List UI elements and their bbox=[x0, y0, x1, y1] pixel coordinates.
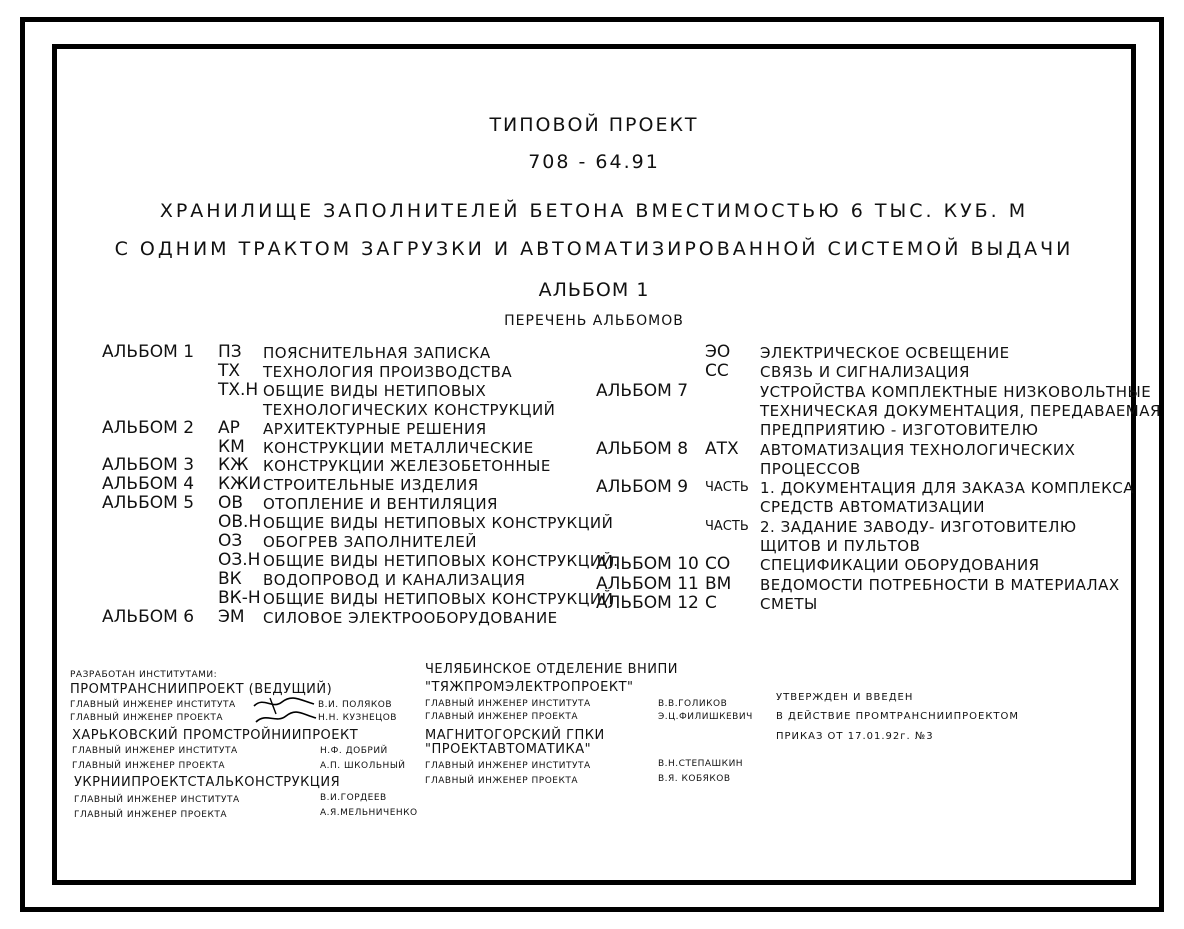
role-label: ГЛАВНЫЙ ИНЖЕНЕР ИНСТИТУТА bbox=[74, 795, 240, 805]
section-code: ВК-Н bbox=[218, 587, 261, 608]
project-title-line2: С ОДНИМ ТРАКТОМ ЗАГРУЗКИ И АВТОМАТИЗИРОВАННОЙ СИСТЕМОЙ ВЫДАЧИ bbox=[114, 238, 1074, 260]
section-title: 1. ДОКУМЕНТАЦИЯ ДЛЯ ЗАКАЗА КОМПЛЕКСА bbox=[760, 479, 1135, 498]
section-code: КЖ bbox=[218, 455, 249, 476]
role-label: ГЛАВНЫЙ ИНЖЕНЕР ПРОЕКТА bbox=[74, 810, 228, 820]
section-code: ОЗ.Н bbox=[218, 549, 261, 570]
role-label: ГЛАВНЫЙ ИНЖЕНЕР ИНСТИТУТА bbox=[70, 700, 236, 710]
section-title: ПРОЦЕССОВ bbox=[760, 459, 861, 478]
album-label: АЛЬБОМ 7 bbox=[596, 380, 689, 401]
person-name: А.П. ШКОЛЬНЫЙ bbox=[320, 761, 406, 771]
section-title: КОНСТРУКЦИИ МЕТАЛЛИЧЕСКИЕ bbox=[263, 438, 534, 457]
section-title: АВТОМАТИЗАЦИЯ ТЕХНОЛОГИЧЕСКИХ bbox=[760, 440, 1076, 459]
approval-line2: В ДЕЙСТВИЕ ПРОМТРАНСНИИПРОЕКТОМ bbox=[776, 711, 1020, 722]
section-code: КЖИ bbox=[218, 474, 262, 495]
person-name: Н.Ф. ДОБРИЙ bbox=[320, 746, 388, 756]
project-title-line1: ХРАНИЛИЩЕ ЗАПОЛНИТЕЛЕЙ БЕТОНА ВМЕСТИМОСТЬЮ 6 ТЫС. КУБ. М bbox=[159, 200, 1029, 222]
signature-mark bbox=[250, 694, 320, 728]
section-code: ТХ.Н bbox=[218, 379, 259, 400]
album-label: АЛЬБОМ 10 bbox=[596, 554, 699, 575]
section-title: 2. ЗАДАНИЕ ЗАВОДУ- ИЗГОТОВИТЕЛЮ bbox=[760, 517, 1077, 536]
org-ukrnii: УКРНИИПРОЕКТСТАЛЬКОНСТРУКЦИЯ bbox=[74, 775, 341, 790]
section-code: СО bbox=[705, 554, 731, 575]
section-title: ЭЛЕКТРИЧЕСКОЕ ОСВЕЩЕНИЕ bbox=[760, 344, 1010, 362]
person-name: Н.Н. КУЗНЕЦОВ bbox=[318, 713, 397, 723]
section-title: ПОЯСНИТЕЛЬНАЯ ЗАПИСКА bbox=[263, 344, 491, 362]
section-title: СПЕЦИФИКАЦИИ ОБОРУДОВАНИЯ bbox=[760, 556, 1040, 575]
section-code: ОЗ bbox=[218, 531, 243, 551]
album-list-heading: ПЕРЕЧЕНЬ АЛЬБОМОВ bbox=[504, 313, 684, 329]
person-name: А.Я.МЕЛЬНИЧЕНКО bbox=[320, 808, 418, 818]
section-code: СС bbox=[705, 361, 729, 382]
section-code: ОВ bbox=[218, 493, 244, 514]
section-code: ВК bbox=[218, 568, 242, 589]
section-title: ОБЩИЕ ВИДЫ НЕТИПОВЫХ КОНСТРУКЦИЙ bbox=[263, 589, 614, 608]
section-title: УСТРОЙСТВА КОМПЛЕКТНЫЕ НИЗКОВОЛЬТНЫЕ bbox=[760, 382, 1152, 401]
role-label: ГЛАВНЫЙ ИНЖЕНЕР ПРОЕКТА bbox=[70, 713, 224, 723]
section-title: СИЛОВОЕ ЭЛЕКТРООБОРУДОВАНИЕ bbox=[263, 608, 558, 627]
role-label: ГЛАВНЫЙ ИНЖЕНЕР ПРОЕКТА bbox=[425, 712, 579, 722]
org-kharkov: ХАРЬКОВСКИЙ ПРОМСТРОЙНИИПРОЕКТ bbox=[72, 728, 359, 743]
album-label: АЛЬБОМ 5 bbox=[102, 493, 195, 514]
section-code: ПЗ bbox=[218, 342, 242, 362]
role-label: ГЛАВНЫЙ ИНЖЕНЕР ИНСТИТУТА bbox=[72, 746, 238, 756]
album-label: АЛЬБОМ 8 bbox=[596, 438, 689, 459]
album-label: АЛЬБОМ 12 bbox=[596, 592, 699, 613]
album-label: АЛЬБОМ 1 bbox=[102, 342, 195, 362]
role-label: ГЛАВНЫЙ ИНЖЕНЕР ИНСТИТУТА bbox=[425, 699, 591, 709]
section-title: АРХИТЕКТУРНЫЕ РЕШЕНИЯ bbox=[263, 419, 487, 438]
section-title: ОБОГРЕВ ЗАПОЛНИТЕЛЕЙ bbox=[263, 533, 477, 551]
album-label: АЛЬБОМ 4 bbox=[102, 474, 195, 495]
section-code: КМ bbox=[218, 436, 245, 457]
album-label: АЛЬБОМ 6 bbox=[102, 606, 195, 627]
section-code: АР bbox=[218, 417, 240, 438]
section-title: ТЕХНИЧЕСКАЯ ДОКУМЕНТАЦИЯ, ПЕРЕДАВАЕМАЯ bbox=[760, 401, 1161, 420]
person-name: В.И. ПОЛЯКОВ bbox=[318, 700, 393, 710]
section-title: ОТОПЛЕНИЕ И ВЕНТИЛЯЦИЯ bbox=[263, 495, 498, 514]
person-name: В.Я. КОБЯКОВ bbox=[658, 774, 731, 784]
org-magnitogorsk: МАГНИТОГОРСКИЙ ГПКИ bbox=[425, 728, 605, 743]
org-tyazhprom: "ТЯЖПРОМЭЛЕКТРОПРОЕКТ" bbox=[425, 680, 634, 695]
person-name: Э.Ц.ФИЛИШКЕВИЧ bbox=[658, 712, 753, 722]
album-label: АЛЬБОМ 11 bbox=[596, 573, 699, 594]
section-title: ВОДОПРОВОД И КАНАЛИЗАЦИЯ bbox=[263, 570, 526, 589]
section-code: ОВ.Н bbox=[218, 512, 262, 533]
section-title: ОБЩИЕ ВИДЫ НЕТИПОВЫХ КОНСТРУКЦИЙ. bbox=[263, 551, 619, 570]
role-label: ГЛАВНЫЙ ИНЖЕНЕР ПРОЕКТА bbox=[72, 761, 226, 771]
section-code: ЧАСТЬ bbox=[705, 518, 749, 534]
section-title: ТЕХНОЛОГИЯ ПРОИЗВОДСТВА bbox=[263, 362, 513, 381]
section-title: ОБЩИЕ ВИДЫ НЕТИПОВЫХ bbox=[263, 381, 487, 400]
section-code: ВМ bbox=[705, 573, 732, 594]
project-type: ТИПОВОЙ ПРОЕКТ bbox=[489, 114, 699, 136]
section-title: ВЕДОМОСТИ ПОТРЕБНОСТИ В МАТЕРИАЛАХ bbox=[760, 575, 1120, 594]
developed-label: РАЗРАБОТАН ИНСТИТУТАМИ: bbox=[70, 670, 218, 680]
section-title: СМЕТЫ bbox=[760, 594, 818, 613]
approval-line1: УТВЕРЖДЕН И ВВЕДЕН bbox=[776, 692, 914, 703]
section-code: АТХ bbox=[705, 438, 739, 459]
album-label: АЛЬБОМ 2 bbox=[102, 417, 195, 438]
section-title: ЩИТОВ И ПУЛЬТОВ bbox=[760, 537, 921, 555]
section-code: ЭМ bbox=[218, 606, 245, 627]
section-title: ОБЩИЕ ВИДЫ НЕТИПОВЫХ КОНСТРУКЦИЙ bbox=[263, 514, 614, 533]
org-proektavtomatika: "ПРОЕКТАВТОМАТИКА" bbox=[425, 742, 592, 757]
section-title: ПРЕДПРИЯТИЮ - ИЗГОТОВИТЕЛЮ bbox=[760, 421, 1039, 440]
person-name: В.В.ГОЛИКОВ bbox=[658, 699, 728, 709]
album-label: АЛЬБОМ 9 bbox=[596, 477, 689, 498]
section-code: ЭО bbox=[705, 342, 731, 362]
section-code: С bbox=[705, 592, 717, 613]
person-name: В.Н.СТЕПАШКИН bbox=[658, 759, 744, 769]
section-title: ТЕХНОЛОГИЧЕСКИХ КОНСТРУКЦИЙ bbox=[263, 400, 556, 419]
org-promtrans: ПРОМТРАНСНИИПРОЕКТ (ВЕДУЩИЙ) bbox=[70, 682, 333, 697]
project-number: 708 - 64.91 bbox=[528, 151, 660, 173]
album-label: АЛЬБОМ 3 bbox=[102, 455, 195, 476]
org-chelyabinsk: ЧЕЛЯБИНСКОЕ ОТДЕЛЕНИЕ ВНИПИ bbox=[425, 662, 679, 677]
role-label: ГЛАВНЫЙ ИНЖЕНЕР ПРОЕКТА bbox=[425, 776, 579, 786]
album-heading: АЛЬБОМ 1 bbox=[538, 279, 650, 301]
section-title: КОНСТРУКЦИИ ЖЕЛЕЗОБЕТОННЫЕ bbox=[263, 457, 551, 476]
approval-order: ПРИКАЗ ОТ 17.01.92г. №3 bbox=[776, 731, 934, 742]
role-label: ГЛАВНЫЙ ИНЖЕНЕР ИНСТИТУТА bbox=[425, 761, 591, 771]
person-name: В.И.ГОРДЕЕВ bbox=[320, 793, 387, 803]
section-code: ЧАСТЬ bbox=[705, 480, 749, 496]
section-code: ТХ bbox=[218, 360, 241, 381]
section-title: СВЯЗЬ И СИГНАЛИЗАЦИЯ bbox=[760, 363, 970, 382]
section-title: СТРОИТЕЛЬНЫЕ ИЗДЕЛИЯ bbox=[263, 476, 479, 495]
section-title: СРЕДСТВ АВТОМАТИЗАЦИИ bbox=[760, 498, 985, 517]
